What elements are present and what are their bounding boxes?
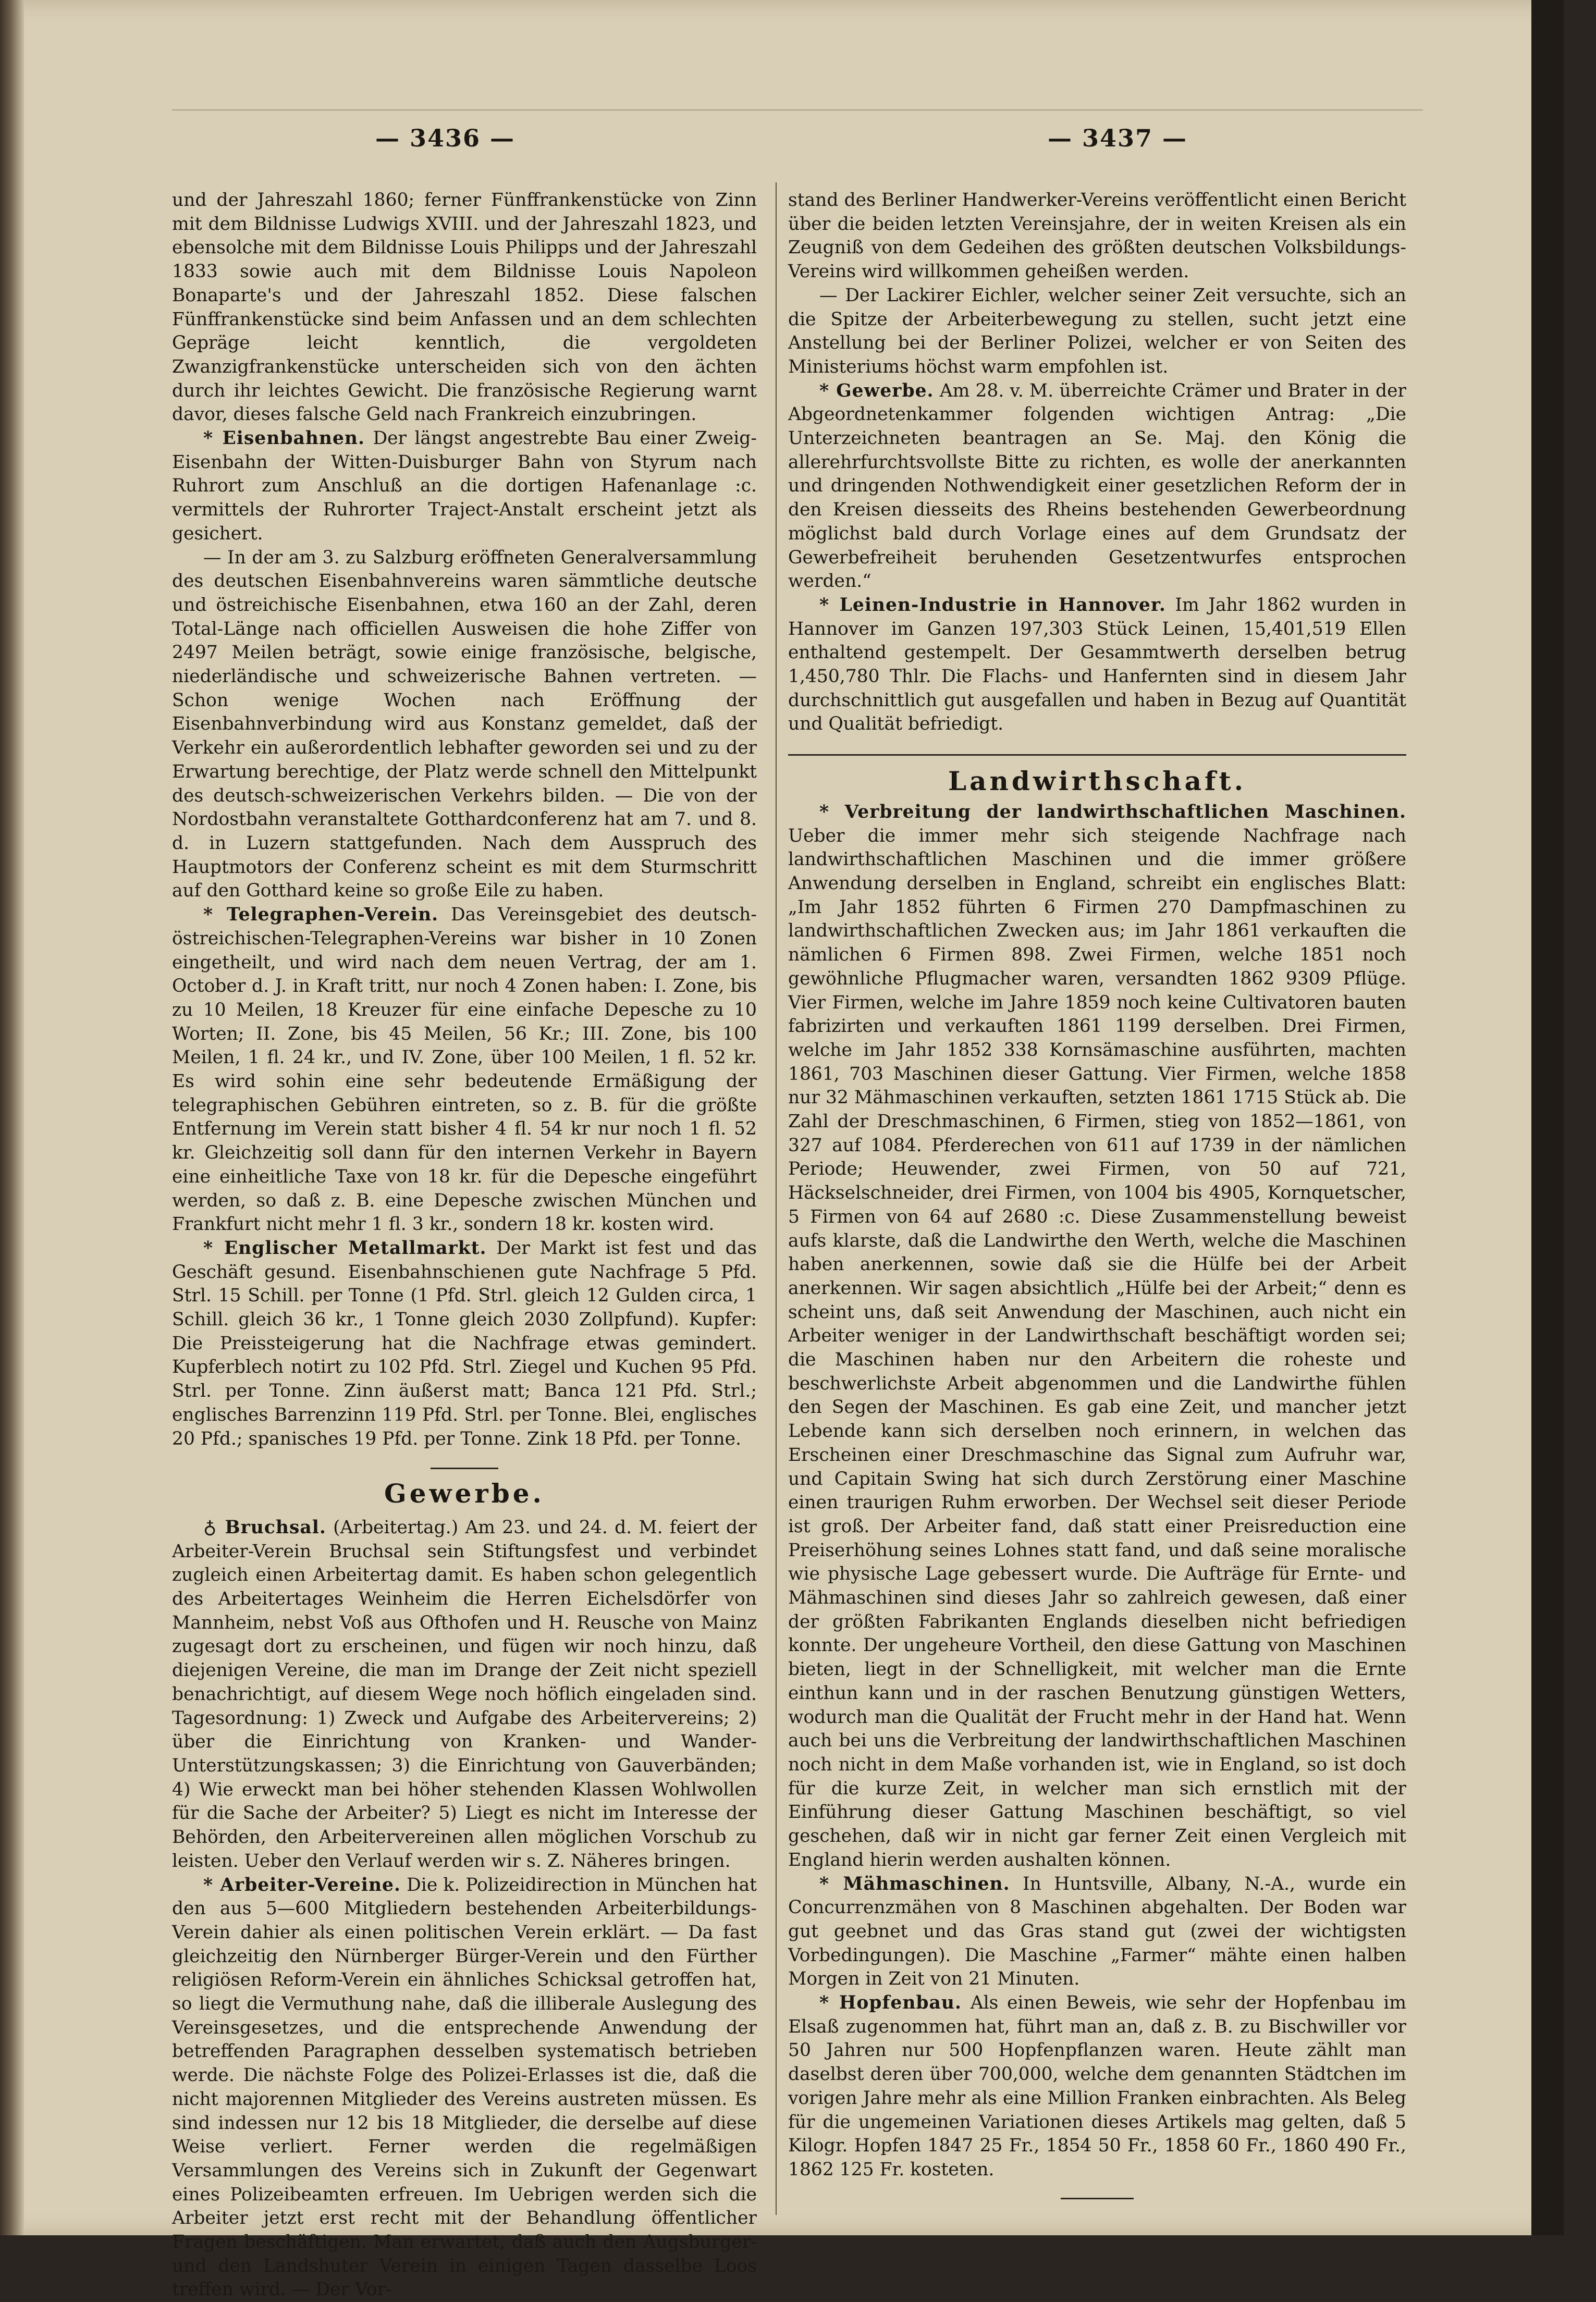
- bruchsal-text: (Arbeitertag.) Am 23. und 24. d. M. feiert der Arbeiter-Verein Bruchsal sein Stiftungsfest und verbindet zugleich einen Arbeitertag damit. Es haben schon gelegentlich des Arbeitertages Weinheim die Herren Eichelsdörfer von Mannheim, nebst Voß aus Ofthofen und H. Reusche von Mainz zugesagt dort zu erscheinen, und fügen wir noch hinzu, daß diejenigen Vereine, die man im Drange der Zeit nicht speziell benachrichtigt, auf diesem Wege noch höflich eingeladen sind. Tagesordnung: 1) Zweck und Aufgabe des Arbeitervereins; 2) über die Einrichtung von Kranken- und Wander-Unterstützungskassen; 3) die Einrichtung von Gauverbänden; 4) Wie erweckt man bei höher stehenden Klassen Wohlwollen für die Sache der Arbeiter? 5) Liegt es nicht im Interesse der Behörden, den Arbeitervereinen allen möglichen Vorschub zu leisten. Ueber den Verlauf werden wir s. Z. Näheres bringen.: [172, 1517, 757, 1872]
- section-rule-long: [788, 754, 1406, 756]
- maehmaschinen-text: In Huntsville, Albany, N.-A., wurde ein Concurrenzmähen von 8 Maschinen abgehalten. Der Boden war gut geebnet und das Gras stand gut (zwei der wichtigsten Vorbedingungen). Die Maschine „Farmer“ mähte einen halben Morgen in Zeit von 21 Minuten.: [788, 1873, 1406, 1990]
- metallmarkt-heading: * Englischer Metallmarkt.: [203, 1237, 487, 1259]
- book-binding: [0, 0, 24, 2235]
- article-arbeiter-vereine: [172, 1874, 757, 2302]
- article-eisenbahnen: [172, 427, 757, 546]
- left-column: [172, 189, 757, 2302]
- eisenbahnen-heading: * Eisenbahnen.: [203, 428, 365, 449]
- gewerbe-text: Am 28. v. M. überreichte Crämer und Brater in der Abgeordnetenkammer folgenden wichtigen Antrag: „Die Unterzeichneten beantragen an Se. Maj. den König die allerehrfurchtsvollste Bitte zu richten, es wolle der anerkannten und dringenden Nothwendigkeit einer gesetzlichen Reform der in den Kreisen diesseits des Rheins bestehenden Gewerbeordnung möglichst bald durch Vorlage eines auf dem Grundsatz der Gewerbefreiheit beruhenden Gesetzentwurfes entsprochen werden.“: [788, 380, 1406, 592]
- metallmarkt-text: Der Markt ist fest und das Geschäft gesund. Eisenbahnschienen gute Nachfrage 5 Pfd. Strl. 15 Schill. per Tonne (1 Pfd. Strl. gleich 12 Gulden circa, 1 Schill. gleich 36 kr., 1 Tonne gleich 2030 Zollpfund). Kupfer: Die Preissteigerung hat die Nachfrage etwas gemindert. Kupferblech notirt zu 102 Pfd. Strl. Ziegel und Kuchen 95 Pfd. Strl. per Tonne. Zinn äußerst matt; Banca 121 Pfd. Strl.; englisches Barrenzinn 119 Pfd. Strl. per Tonne. Blei, englisches 20 Pfd.; spanisches 19 Pfd. per Tonne. Zink 18 Pfd. per Tonne.: [172, 1237, 757, 1449]
- vereine-text: Die k. Polizeidirection in München hat den aus 5—600 Mitgliedern bestehenden Arbeiterbildungs-Verein dahier als einen politischen Verein erklärt. — Da fast gleichzeitig den Nürnberger Bürger-Verein und den Fürther religiösen Reform-Verein ein ähnliches Schicksal getroffen hat, so liegt die Vermuthung nahe, daß die illiberale Auslegung des Vereinsgesetzes, und die entsprechende Anwendung der betreffenden Paragraphen desselben systematisch betrieben werde. Die nächste Folge des Polizei-Erlasses ist die, daß die nicht majorennen Mitglieder des Vereins austreten müssen. Es sind indessen nur 12 bis 18 Mitglieder, die derselbe auf diese Weise verliert. Ferner werden die regelmäßigen Versammlungen des Vereins sich in Zukunft der Gegenwart eines Polizeibeamten erfreuen. Im Uebrigen werden sich die Arbeiter jetzt erst recht mit der Behandlung öffentlicher Fragen beschäftigen. Man erwartet, daß auch den Augsburger- und den Landshuter Verein in einigen Tagen dasselbe Loos treffen wird. — Der Vor-: [172, 1874, 757, 2300]
- article-maehmaschinen: [788, 1873, 1406, 1992]
- left-page-number: — 3436 —: [375, 124, 515, 152]
- telegraphen-heading: * Telegraphen-Verein.: [203, 904, 439, 926]
- column-divider: [776, 182, 777, 2215]
- vereine-heading: * Arbeiter-Vereine.: [203, 1874, 401, 1895]
- eisenbahnen-text: Der längst angestrebte Bau einer Zweig-Eisenbahn der Witten-Duisburger Bahn von Styrum nach Ruhrort zum Anschluß an die dortigen Hafenanlage :c. vermittels der Ruhrorter Traject-Anstalt erscheint jetzt als gesichert.: [172, 428, 757, 544]
- maschinen-heading: * Verbreitung der landwirthschaftlichen Maschinen.: [819, 801, 1406, 822]
- section-title-landwirthschaft: Landwirthschaft.: [948, 766, 1247, 797]
- article-leinen: [788, 594, 1406, 736]
- section-rule: [431, 1468, 498, 1469]
- gewerbe-heading: * Gewerbe.: [819, 380, 934, 401]
- article-hopfenbau: [788, 1991, 1406, 2182]
- header-rule: [172, 109, 1423, 110]
- article-gewerbe: [788, 379, 1406, 594]
- page-edge: [1531, 0, 1564, 2235]
- article-intro: und der Jahreszahl 1860; ferner Fünffrankenstücke von Zinn mit dem Bildnisse Ludwigs XVIII. und der Jahreszahl 1823, und ebensolche mit dem Bildnisse Louis Philipps und der Jahreszahl 1833 sowie auch mit dem Bildnisse Louis Napoleon Bonaparte's und der Jahreszahl 1852. Diese falschen Fünffrankenstücke sind beim Anfassen und an dem schlechten Gepräge leicht kenntlich, die vergoldeten Zwanzigfrankenstücke unterscheiden sich von den ächten durch ihr leichtes Gewicht. Die französische Regierung warnt davor, dieses falsche Geld nach Frankreich einzubringen.: [172, 190, 757, 425]
- leinen-text: Im Jahr 1862 wurden in Hannover im Ganzen 197,303 Stück Leinen, 15,401,519 Ellen enthaltend gestempelt. Der Gesammtwerth derselben betrug 1,450,780 Thlr. Die Flachs- und Hanfernten sind in diesem Jahr durchschnittlich gut ausgefallen und haben in Bezug auf Quantität und Qualität befriedigt.: [788, 594, 1406, 735]
- bruchsal-heading: ♁ Bruchsal.: [203, 1517, 326, 1538]
- leinen-heading: * Leinen-Industrie in Hannover.: [819, 594, 1166, 615]
- right-page-number: — 3437 —: [1048, 124, 1188, 152]
- article-maschinen: [788, 801, 1406, 1873]
- article-continuation: stand des Berliner Handwerker-Vereins veröffentlicht einen Bericht über die beiden letzten Vereinsjahre, der in weiten Kreisen als ein Zeugniß von dem Gedeihen des größten deutschen Volksbildungs-Vereins wird willkommen geheißen werden.: [788, 190, 1406, 282]
- telegraphen-text: Das Vereinsgebiet des deutsch-östreichischen-Telegraphen-Vereins war bisher in 10 Zonen eingetheilt, und wird nach dem neuen Vertrag, der am 1. October d. J. in Kraft tritt, nur noch 4 Zonen haben: I. Zone, bis zu 10 Meilen, 18 Kreuzer für eine einfache Depesche zu 10 Worten; II. Zone, bis 45 Meilen, 56 Kr.; III. Zone, bis 100 Meilen, 1 fl. 24 kr., und IV. Zone, über 100 Meilen, 1 fl. 52 kr. Es wird sohin eine sehr bedeutende Ermäßigung der telegraphischen Gebühren eintreten, so z. B. für die größte Entfernung im Verein statt bisher 4 fl. 54 kr nur noch 1 fl. 52 kr. Gleichzeitig soll dann für den internen Verkehr in Bayern eine einheitliche Taxe von 18 kr. für die Depesche eingeführt werden, so daß z. B. eine Depesche zwischen München und Frankfurt nicht mehr 1 fl. 3 kr., sondern 18 kr. kosten wird.: [172, 904, 757, 1235]
- hopfen-text: Als einen Beweis, wie sehr der Hopfenbau im Elsaß zugenommen hat, führt man an, daß z. B. zu Bischwiller vor 50 Jahren nur 500 Hopfenpflanzen waren. Heute zählt man daselbst deren über 700,000, welche dem genannten Städtchen im vorigen Jahre mehr als eine Million Franken einbrachten. Als Beleg für die ungemeinen Variationen dieses Artikels mag gelten, daß 5 Kilogr. Hopfen 1847 25 Fr., 1854 50 Fr., 1858 60 Fr., 1860 490 Fr., 1862 125 Fr. kosteten.: [788, 1992, 1406, 2180]
- maehmaschinen-heading: * Mähmaschinen.: [819, 1873, 1010, 1894]
- end-rule: [1061, 2198, 1134, 2199]
- maschinen-text: Ueber die immer mehr sich steigende Nachfrage nach landwirthschaftlichen Maschinen und die immer größere Anwendung derselben in England, schreibt ein englisches Blatt: „Im Jahr 1852 führten 6 Firmen 270 Dampfmaschinen zu landwirthschaftlichen Zwecken aus; im Jahr 1861 verkauften die nämlichen 6 Firmen 898. Zwei Firmen, welche 1851 noch gewöhnliche Pflugmacher waren, versandten 1862 9309 Pflüge. Vier Firmen, welche im Jahre 1859 noch keine Cultivatoren bauten fabrizirten und verkauften 1861 1199 derselben. Drei Firmen, welche im Jahr 1852 338 Kornsämaschine ausführten, machten 1861, 703 Maschinen dieser Gattung. Vier Firmen, welche 1858 nur 32 Mähmaschinen verkauften, setzten 1861 1715 Stück ab. Die Zahl der Dreschmaschinen, 6 Firmen, stieg von 1852—1861, von 327 auf 1084. Pferderechen von 611 auf 1739 in der nämlichen Periode; Heuwender, zwei Firmen, von 50 auf 721, Häckselschneider, drei Firmen, von 1004 bis 4905, Kornquetscher, 5 Firmen von 64 auf 2680 :c. Diese Zusammenstellung beweist aufs klarste, daß die Landwirthe den Werth, welche die Maschinen haben anerkennen, sowie daß sie die Hülfe bei der Arbeit anerkennen. Wir sagen absichtlich „Hülfe bei der Arbeit;“ denn es scheint uns, daß seit Anwendung der Maschinen, auch nicht ein Arbeiter weniger in der Landwirthschaft beschäftigt worden sei; die Maschinen haben nur den Arbeitern die roheste und beschwerlichste Arbeit abgenommen und die Landwirthe fühlen den Segen der Maschinen. Es gab eine Zeit, und mancher jetzt Lebende kann sich derselben noch erinnern, in welchen das Erscheinen einer Dreschmaschine das Signal zum Aufruhr war, und Capitain Swing hat sich durch Zerstörung einer Maschine einen traurigen Ruhm erworben. Der Wechsel seit dieser Periode ist groß. Der Arbeiter fand, daß statt einer Preisreduction eine Preiserhöhung seines Lohnes statt fand, und daß seine moralische wie physische Lage gebessert wurde. Die Aufträge für Ernte- und Mähmaschinen sind dieses Jahr so zahlreich gewesen, daß einer der größten Fabrikanten Englands dieselben nicht befriedigen konnte. Der ungeheure Vortheil, den diese Gattung von Maschinen bieten, liegt in der Schnelligkeit, mit welcher man die Ernte einthun kann und in der raschen Benutzung günstigen Wetters, wodurch man die Qualität der Frucht mehr in der Hand hat. Wenn auch bei uns die Verbreitung der landwirthschaftlichen Maschinen noch nicht in dem Maße vorhanden ist, wie in England, so ist doch für die kurze Zeit, in welcher man sich ernstlich mit der Einführung dieser Gattung Maschinen beschäftigt, so viel geschehen, daß wir in nicht gar ferner Zeit einen Vergleich mit England hierin werden aushalten können.: [788, 825, 1406, 1870]
- hopfen-heading: * Hopfenbau.: [819, 1992, 962, 2014]
- article-metallmarkt: [172, 1237, 757, 1451]
- right-column: [788, 189, 1406, 2199]
- article-telegraphen: [172, 903, 757, 1237]
- article-lackirer: — Der Lackirer Eichler, welcher seiner Zeit versuchte, sich an die Spitze der Arbeiterbewegung zu stellen, sucht jetzt eine Anstellung bei der Berliner Polizei, welcher er von Seiten des Ministeriums höchst warm empfohlen ist.: [788, 285, 1406, 377]
- section-title-gewerbe: Gewerbe.: [384, 1478, 545, 1509]
- eisenbahnen-text-2: — In der am 3. zu Salzburg eröffneten Generalversammlung des deutschen Eisenbahnvereins waren sämmtliche deutsche und östreichische Eisenbahnen, etwa 160 an der Zahl, deren Total-Länge nach officiellen Ausweisen die hohe Ziffer von 2497 Meilen beträgt, sowie einige französische, belgische, niederländische und schweizerische Bahnen vertreten. — Schon wenige Wochen nach Eröffnung der Eisenbahnverbindung wird aus Konstanz gemeldet, daß der Verkehr ein außerordentlich lebhafter geworden sei und zu der Erwartung berechtige, der Platz werde schnell den Mittelpunkt des deutsch-schweizerischen Verkehrs bilden. — Die von der Nordostbahn veranstaltete Gotthardconferenz hat am 7. und 8. d. in Luzern stattgefunden. Nach dem Ausspruch des Hauptmotors der Conferenz scheint es mit dem Sturmschritt auf den Gotthard keine so große Eile zu haben.: [172, 547, 757, 902]
- article-bruchsal: [172, 1516, 757, 1874]
